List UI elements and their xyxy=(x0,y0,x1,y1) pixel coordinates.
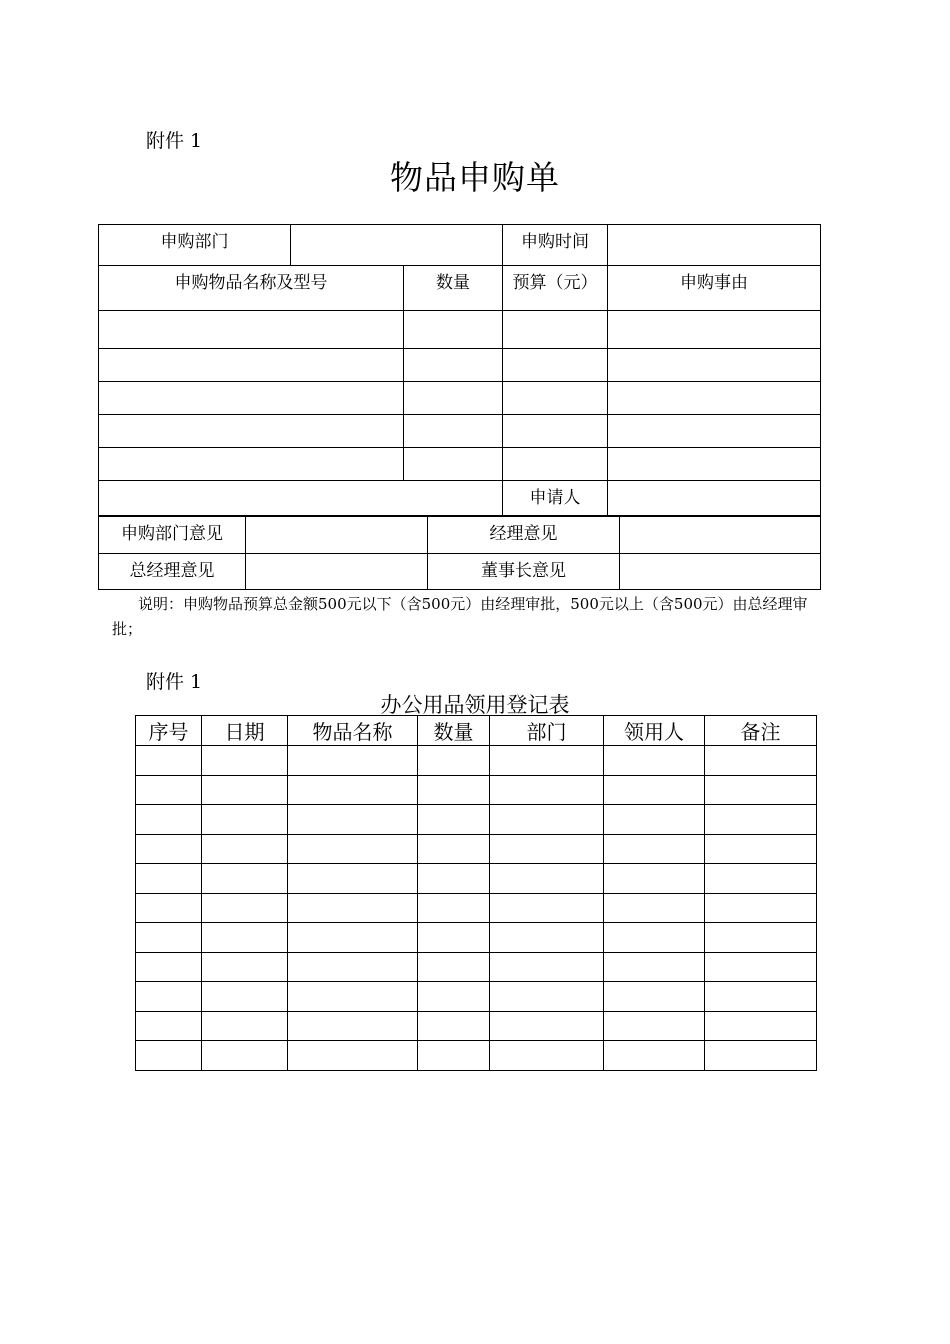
remarks-cell[interactable] xyxy=(705,952,817,982)
qty-field[interactable] xyxy=(404,311,503,349)
item-name-cell[interactable] xyxy=(288,923,418,953)
reason-header xyxy=(608,266,821,311)
item-name-cell[interactable] xyxy=(288,746,418,776)
gm-opinion-label-cell xyxy=(99,554,246,590)
page-title: 物品申购单 xyxy=(390,158,560,197)
seq-header: 序号 xyxy=(136,716,202,746)
reason-value xyxy=(608,415,820,417)
recipient-cell[interactable] xyxy=(604,893,705,923)
qty-header-label: 数量 xyxy=(436,273,470,293)
table-row xyxy=(99,311,821,349)
seq-cell[interactable] xyxy=(136,805,202,835)
dept-label-cell xyxy=(99,225,291,266)
recipient-cell[interactable] xyxy=(604,982,705,1012)
table-row xyxy=(136,746,817,776)
item-name-cell[interactable] xyxy=(288,805,418,835)
dept-cell[interactable] xyxy=(490,952,604,982)
seq-cell[interactable] xyxy=(136,923,202,953)
dept-cell[interactable] xyxy=(490,1041,604,1071)
recipient-cell[interactable] xyxy=(604,864,705,894)
date-cell[interactable] xyxy=(202,923,288,953)
seq-cell[interactable] xyxy=(136,746,202,776)
dept-opinion-label: 申购部门意见 xyxy=(121,524,223,544)
qty-cell[interactable] xyxy=(418,864,490,894)
remarks-cell[interactable] xyxy=(705,746,817,776)
table-row xyxy=(136,923,817,953)
qty-cell[interactable] xyxy=(418,1041,490,1071)
date-cell[interactable] xyxy=(202,864,288,894)
qty-field[interactable] xyxy=(404,382,503,415)
reason-field[interactable] xyxy=(608,349,821,382)
chairman-opinion-label-cell xyxy=(428,554,620,590)
dept-cell[interactable] xyxy=(490,775,604,805)
reason-value xyxy=(608,311,820,313)
qty-value xyxy=(404,311,502,313)
reason-field[interactable] xyxy=(608,448,821,481)
manager-opinion-label: 经理意见 xyxy=(489,524,558,544)
date-cell[interactable] xyxy=(202,952,288,982)
table-row xyxy=(136,1011,817,1041)
item-name-field[interactable] xyxy=(99,311,404,349)
date-cell[interactable] xyxy=(202,805,288,835)
item-name-cell[interactable] xyxy=(288,1011,418,1041)
dept-cell[interactable] xyxy=(490,864,604,894)
dept-value xyxy=(291,225,502,227)
qty-cell[interactable] xyxy=(418,775,490,805)
reason-field[interactable] xyxy=(608,311,821,349)
dept-cell[interactable] xyxy=(490,893,604,923)
item-name-cell[interactable] xyxy=(288,952,418,982)
qty-cell[interactable] xyxy=(418,952,490,982)
applicant-value xyxy=(608,481,820,483)
item-name-header-label: 申购物品名称及型号 xyxy=(174,273,328,293)
budget-field[interactable] xyxy=(503,311,608,349)
table-row xyxy=(136,982,817,1012)
remarks-cell[interactable] xyxy=(705,923,817,953)
manager-opinion-label-cell xyxy=(428,517,620,554)
item-name-value xyxy=(99,382,403,384)
qty-field[interactable] xyxy=(404,448,503,481)
dept-opinion-label-cell xyxy=(99,517,246,554)
time-label: 申购时间 xyxy=(521,232,589,252)
item-name-value xyxy=(99,311,403,313)
budget-value xyxy=(503,382,607,384)
dept-cell[interactable] xyxy=(490,982,604,1012)
item-name-field[interactable] xyxy=(99,349,404,382)
seq-cell[interactable] xyxy=(136,864,202,894)
item-name-header xyxy=(99,266,404,311)
remarks-cell[interactable] xyxy=(705,1041,817,1071)
budget-field[interactable] xyxy=(503,448,608,481)
dept-value-field[interactable] xyxy=(291,225,503,266)
item-name-header: 物品名称 xyxy=(288,716,418,746)
qty-header xyxy=(404,266,503,311)
table-row xyxy=(136,1041,817,1071)
item-name-cell[interactable] xyxy=(288,834,418,864)
table-row xyxy=(99,415,821,448)
table-row xyxy=(99,382,821,415)
dept-cell[interactable] xyxy=(490,746,604,776)
gm-opinion-label: 总经理意见 xyxy=(129,561,215,581)
time-label-cell xyxy=(503,225,608,266)
recipient-cell[interactable] xyxy=(604,1041,705,1071)
table-row xyxy=(99,448,821,481)
recipient-cell[interactable] xyxy=(604,952,705,982)
date-cell[interactable] xyxy=(202,893,288,923)
remarks-cell[interactable] xyxy=(705,775,817,805)
budget-header-label: 预算（元） xyxy=(512,273,598,293)
gm-opinion-field[interactable] xyxy=(246,554,428,590)
remarks-cell[interactable] xyxy=(705,834,817,864)
applicant-label-cell xyxy=(503,481,608,516)
qty-cell[interactable] xyxy=(418,834,490,864)
seq-cell[interactable] xyxy=(136,834,202,864)
attachment-label-1: 附件 1 xyxy=(146,130,203,152)
date-cell[interactable] xyxy=(202,1011,288,1041)
dept-header: 部门 xyxy=(490,716,604,746)
register-header-row xyxy=(136,716,817,746)
qty-field[interactable] xyxy=(404,349,503,382)
table-row xyxy=(99,349,821,382)
budget-field[interactable] xyxy=(503,415,608,448)
remarks-cell[interactable] xyxy=(705,893,817,923)
budget-value xyxy=(503,349,607,351)
office-supplies-register-table xyxy=(135,715,817,1071)
dept-label: 申购部门 xyxy=(160,232,229,252)
item-name-cell[interactable] xyxy=(288,893,418,923)
qty-value xyxy=(404,382,502,384)
recipient-cell[interactable] xyxy=(604,775,705,805)
remarks-cell[interactable] xyxy=(705,1011,817,1041)
reason-field[interactable] xyxy=(608,415,821,448)
qty-field[interactable] xyxy=(404,415,503,448)
remarks-cell[interactable] xyxy=(705,805,817,835)
item-name-cell[interactable] xyxy=(288,1041,418,1071)
table-row xyxy=(136,864,817,894)
qty-cell[interactable] xyxy=(418,923,490,953)
table-row xyxy=(136,775,817,805)
seq-cell[interactable] xyxy=(136,952,202,982)
recipient-cell[interactable] xyxy=(604,834,705,864)
item-name-value xyxy=(99,349,403,351)
dept-cell[interactable] xyxy=(490,923,604,953)
purchase-form-table xyxy=(98,224,821,516)
budget-field[interactable] xyxy=(503,349,608,382)
reason-value xyxy=(608,349,820,351)
remarks-header: 备注 xyxy=(705,716,817,746)
applicant-label: 申请人 xyxy=(529,488,581,508)
remarks-cell[interactable] xyxy=(705,864,817,894)
date-cell[interactable] xyxy=(202,746,288,776)
dept-cell[interactable] xyxy=(490,1011,604,1041)
dept-cell[interactable] xyxy=(490,805,604,835)
approval-table xyxy=(98,516,821,590)
table-row xyxy=(136,834,817,864)
item-name-field[interactable] xyxy=(99,382,404,415)
seq-cell[interactable] xyxy=(136,775,202,805)
recipient-cell[interactable] xyxy=(604,1011,705,1041)
budget-field[interactable] xyxy=(503,382,608,415)
date-cell[interactable] xyxy=(202,775,288,805)
budget-value xyxy=(503,311,607,313)
qty-cell[interactable] xyxy=(418,982,490,1012)
attachment-label-2: 附件 1 xyxy=(146,671,203,693)
chairman-opinion-label: 董事长意见 xyxy=(481,561,566,581)
item-name-field[interactable] xyxy=(99,448,404,481)
register-title: 办公用品领用登记表 xyxy=(380,693,570,717)
recipient-cell[interactable] xyxy=(604,923,705,953)
qty-header: 数量 xyxy=(418,716,490,746)
reason-value xyxy=(608,382,820,384)
approval-note: 说明：申购物品预算总金额500元以下（含500元）由经理审批，500元以上（含500元）由总经理审批； xyxy=(112,595,808,638)
item-name-cell[interactable] xyxy=(288,864,418,894)
qty-cell[interactable] xyxy=(418,805,490,835)
table-row xyxy=(136,952,817,982)
budget-header xyxy=(503,266,608,311)
qty-value xyxy=(404,448,502,450)
qty-value xyxy=(404,415,502,417)
time-value-field[interactable] xyxy=(608,225,821,266)
qty-cell[interactable] xyxy=(418,893,490,923)
remarks-cell[interactable] xyxy=(705,982,817,1012)
qty-cell[interactable] xyxy=(418,1011,490,1041)
seq-cell[interactable] xyxy=(136,1041,202,1071)
item-name-value xyxy=(99,415,403,417)
table-row xyxy=(136,893,817,923)
item-name-cell[interactable] xyxy=(288,775,418,805)
item-name-value xyxy=(99,448,403,450)
reason-value xyxy=(608,448,820,450)
time-value xyxy=(608,225,820,227)
seq-cell[interactable] xyxy=(136,982,202,1012)
budget-value xyxy=(503,415,607,417)
seq-cell[interactable] xyxy=(136,1011,202,1041)
table-row xyxy=(136,805,817,835)
reason-header-label: 申购事由 xyxy=(680,273,748,293)
qty-cell[interactable] xyxy=(418,746,490,776)
seq-cell[interactable] xyxy=(136,893,202,923)
recipient-header: 领用人 xyxy=(604,716,705,746)
reason-field[interactable] xyxy=(608,382,821,415)
applicant-blank-cell xyxy=(99,481,503,516)
chairman-opinion-field[interactable] xyxy=(620,554,821,590)
recipient-cell[interactable] xyxy=(604,746,705,776)
dept-opinion-field[interactable] xyxy=(246,517,428,554)
dept-cell[interactable] xyxy=(490,834,604,864)
recipient-cell[interactable] xyxy=(604,805,705,835)
date-cell[interactable] xyxy=(202,982,288,1012)
date-header: 日期 xyxy=(202,716,288,746)
date-cell[interactable] xyxy=(202,1041,288,1071)
applicant-field[interactable] xyxy=(608,481,821,516)
item-name-field[interactable] xyxy=(99,415,404,448)
item-name-cell[interactable] xyxy=(288,982,418,1012)
qty-value xyxy=(404,349,502,351)
budget-value xyxy=(503,448,607,450)
date-cell[interactable] xyxy=(202,834,288,864)
manager-opinion-field[interactable] xyxy=(620,517,821,554)
